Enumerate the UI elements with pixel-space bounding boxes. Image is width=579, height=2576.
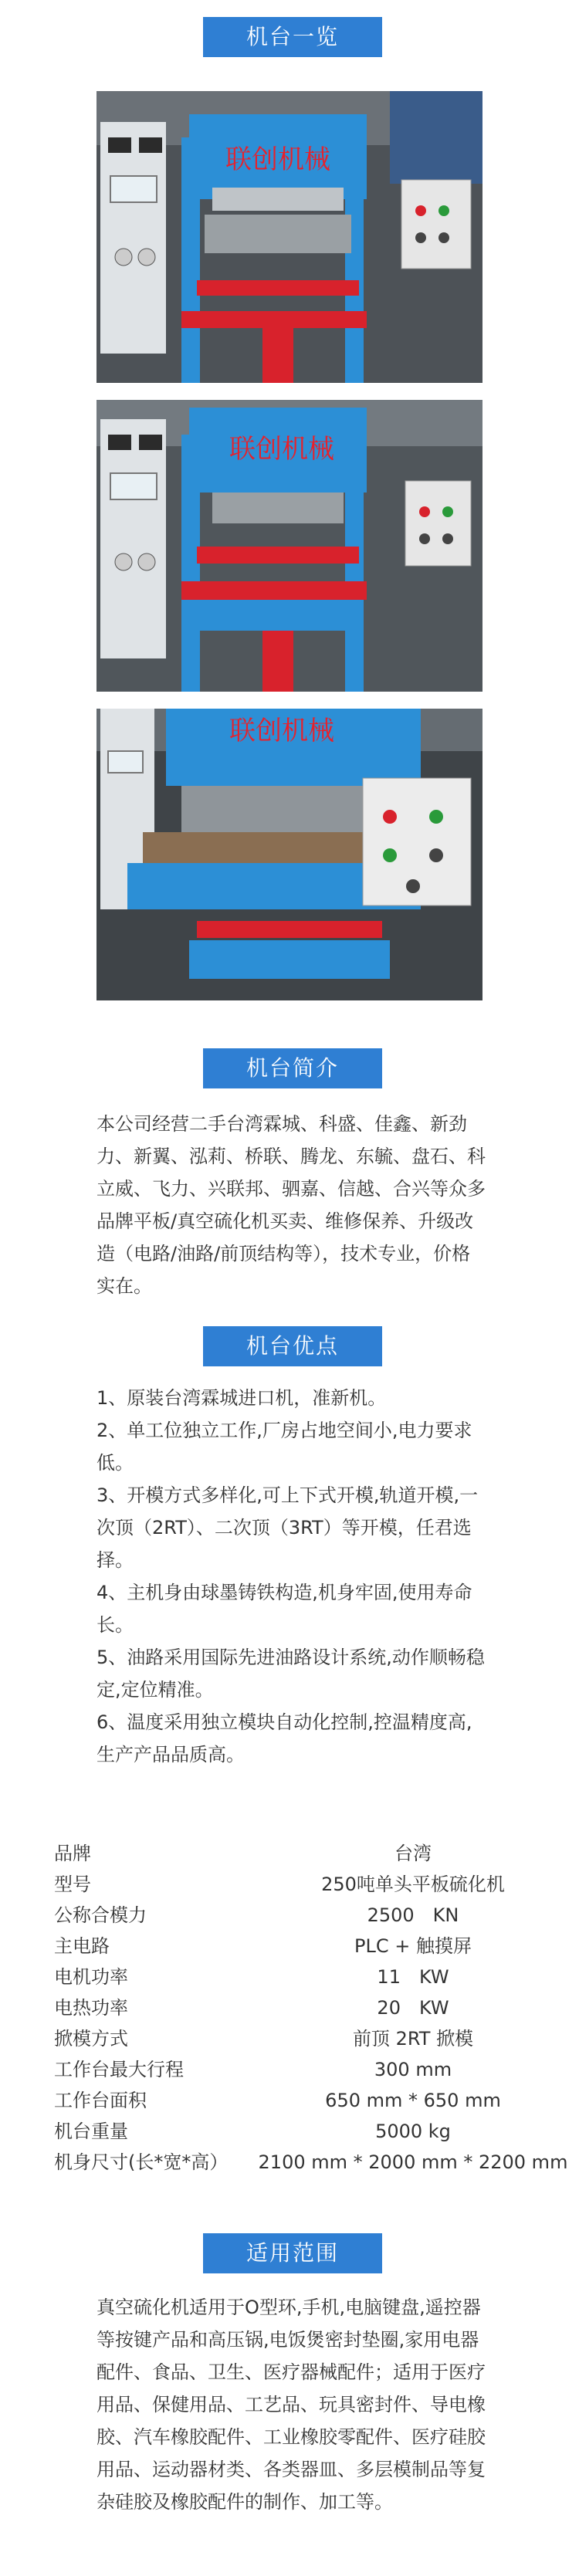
spec-value: 300 mm — [374, 2059, 452, 2080]
spec-value: 11 KW — [377, 1966, 449, 1988]
spec-value: 20 KW — [377, 1997, 449, 2019]
spec-value: 前顶 2RT 掀模 — [352, 2028, 474, 2050]
machine-sign-text: 联创机械 — [229, 434, 334, 465]
spec-label: 电机功率 — [54, 1966, 128, 1988]
spec-row — [54, 1992, 579, 2023]
scope-paragraph: 真空硫化机适用于O型环,手机,电脑键盘,遥控器等按键产品和高压锅,电饭煲密封垫圈,家用电器配件、食品、卫生、医疗器械配件；适用于医疗用品、保健用品、工艺品、玩具密封件、导电橡胶、汽车橡胶配件、工业橡胶零配件、医疗硅胶用品、运动器材类、各类器皿、多层模制品等复杂硅胶及橡胶配件的制作、加工等。 — [96, 2297, 486, 2513]
advantage-item: 6、温度采用独立模块自动化控制,控温精度高,生产产品品质高。 — [96, 1711, 472, 1765]
press-machine-illustration — [96, 91, 482, 383]
spec-row — [54, 2054, 579, 2085]
advantage-item: 2、单工位独立工作,厂房占地空间小,电力要求低。 — [96, 1420, 472, 1474]
machine-sign-text: 联创机械 — [229, 716, 334, 746]
advantage-item: 4、主机身由球墨铸铁构造,机身牢固,使用寿命长。 — [96, 1582, 472, 1636]
spec-row — [54, 1869, 579, 1900]
press-machine-illustration — [96, 400, 482, 692]
spec-value: 2100 mm * 2000 mm * 2200 mm — [258, 2151, 568, 2173]
machine-photo-3 — [96, 709, 482, 1000]
spec-value: 250吨单头平板硫化机 — [321, 1874, 505, 1895]
spec-label: 机台重量 — [54, 2121, 128, 2142]
machine-photo-1 — [96, 91, 482, 383]
intro-paragraph: 本公司经营二手台湾霖城、科盛、佳鑫、新劲力、新翼、泓莉、桥联、腾龙、东毓、盘石、科立威、飞力、兴联邦、驷嘉、信越、合兴等众多品牌平板/真空硫化机买卖、维修保养、升级改造（电路/油路/前顶结构等），技术专业，价格实在。 — [96, 1113, 486, 1297]
spec-value: 5000 kg — [375, 2121, 451, 2142]
advantage-item: 1、原装台湾霖城进口机，准新机。 — [96, 1387, 387, 1409]
section-title-overview: 机台一览 — [203, 17, 382, 57]
spec-label: 主电路 — [54, 1935, 110, 1957]
machine-photo-2 — [96, 400, 482, 692]
spec-value: 2500 KN — [367, 1904, 459, 1926]
spec-row — [54, 2023, 579, 2054]
press-machine-illustration — [96, 709, 482, 1000]
section-title-intro: 机台简介 — [203, 1048, 382, 1088]
spec-row — [54, 1931, 579, 1962]
spec-row — [54, 1962, 579, 1992]
spec-row — [54, 2085, 579, 2116]
advantages-list — [96, 1382, 486, 1771]
spec-value: 650 mm * 650 mm — [325, 2090, 501, 2111]
spec-row — [54, 1838, 579, 1869]
spec-label: 机身尺寸(长*宽*高） — [54, 2151, 229, 2173]
section-title-advantages: 机台优点 — [203, 1326, 382, 1366]
machine-sign-text: 联创机械 — [225, 144, 330, 175]
spec-label: 品牌 — [54, 1843, 91, 1864]
spec-label: 掀模方式 — [54, 2028, 128, 2050]
spec-label: 电热功率 — [54, 1997, 128, 2019]
spec-row — [54, 2116, 579, 2147]
advantage-item: 3、开模方式多样化,可上下式开模,轨道开模,一次顶（2RT）、二次顶（3RT）等开模，任君选择。 — [96, 1484, 479, 1571]
spec-label: 公称合模力 — [54, 1904, 147, 1926]
spec-row — [54, 1900, 579, 1931]
spec-label: 工作台最大行程 — [54, 2059, 184, 2080]
spec-value: PLC + 触摸屏 — [354, 1935, 472, 1957]
spec-label: 型号 — [54, 1874, 91, 1895]
section-title-scope: 适用范围 — [203, 2233, 382, 2273]
spec-label: 工作台面积 — [54, 2090, 147, 2111]
advantage-item: 5、油路采用国际先进油路设计系统,动作顺畅稳定,定位精准。 — [96, 1647, 485, 1701]
spec-row — [54, 2147, 579, 2178]
spec-value: 台湾 — [394, 1843, 432, 1864]
